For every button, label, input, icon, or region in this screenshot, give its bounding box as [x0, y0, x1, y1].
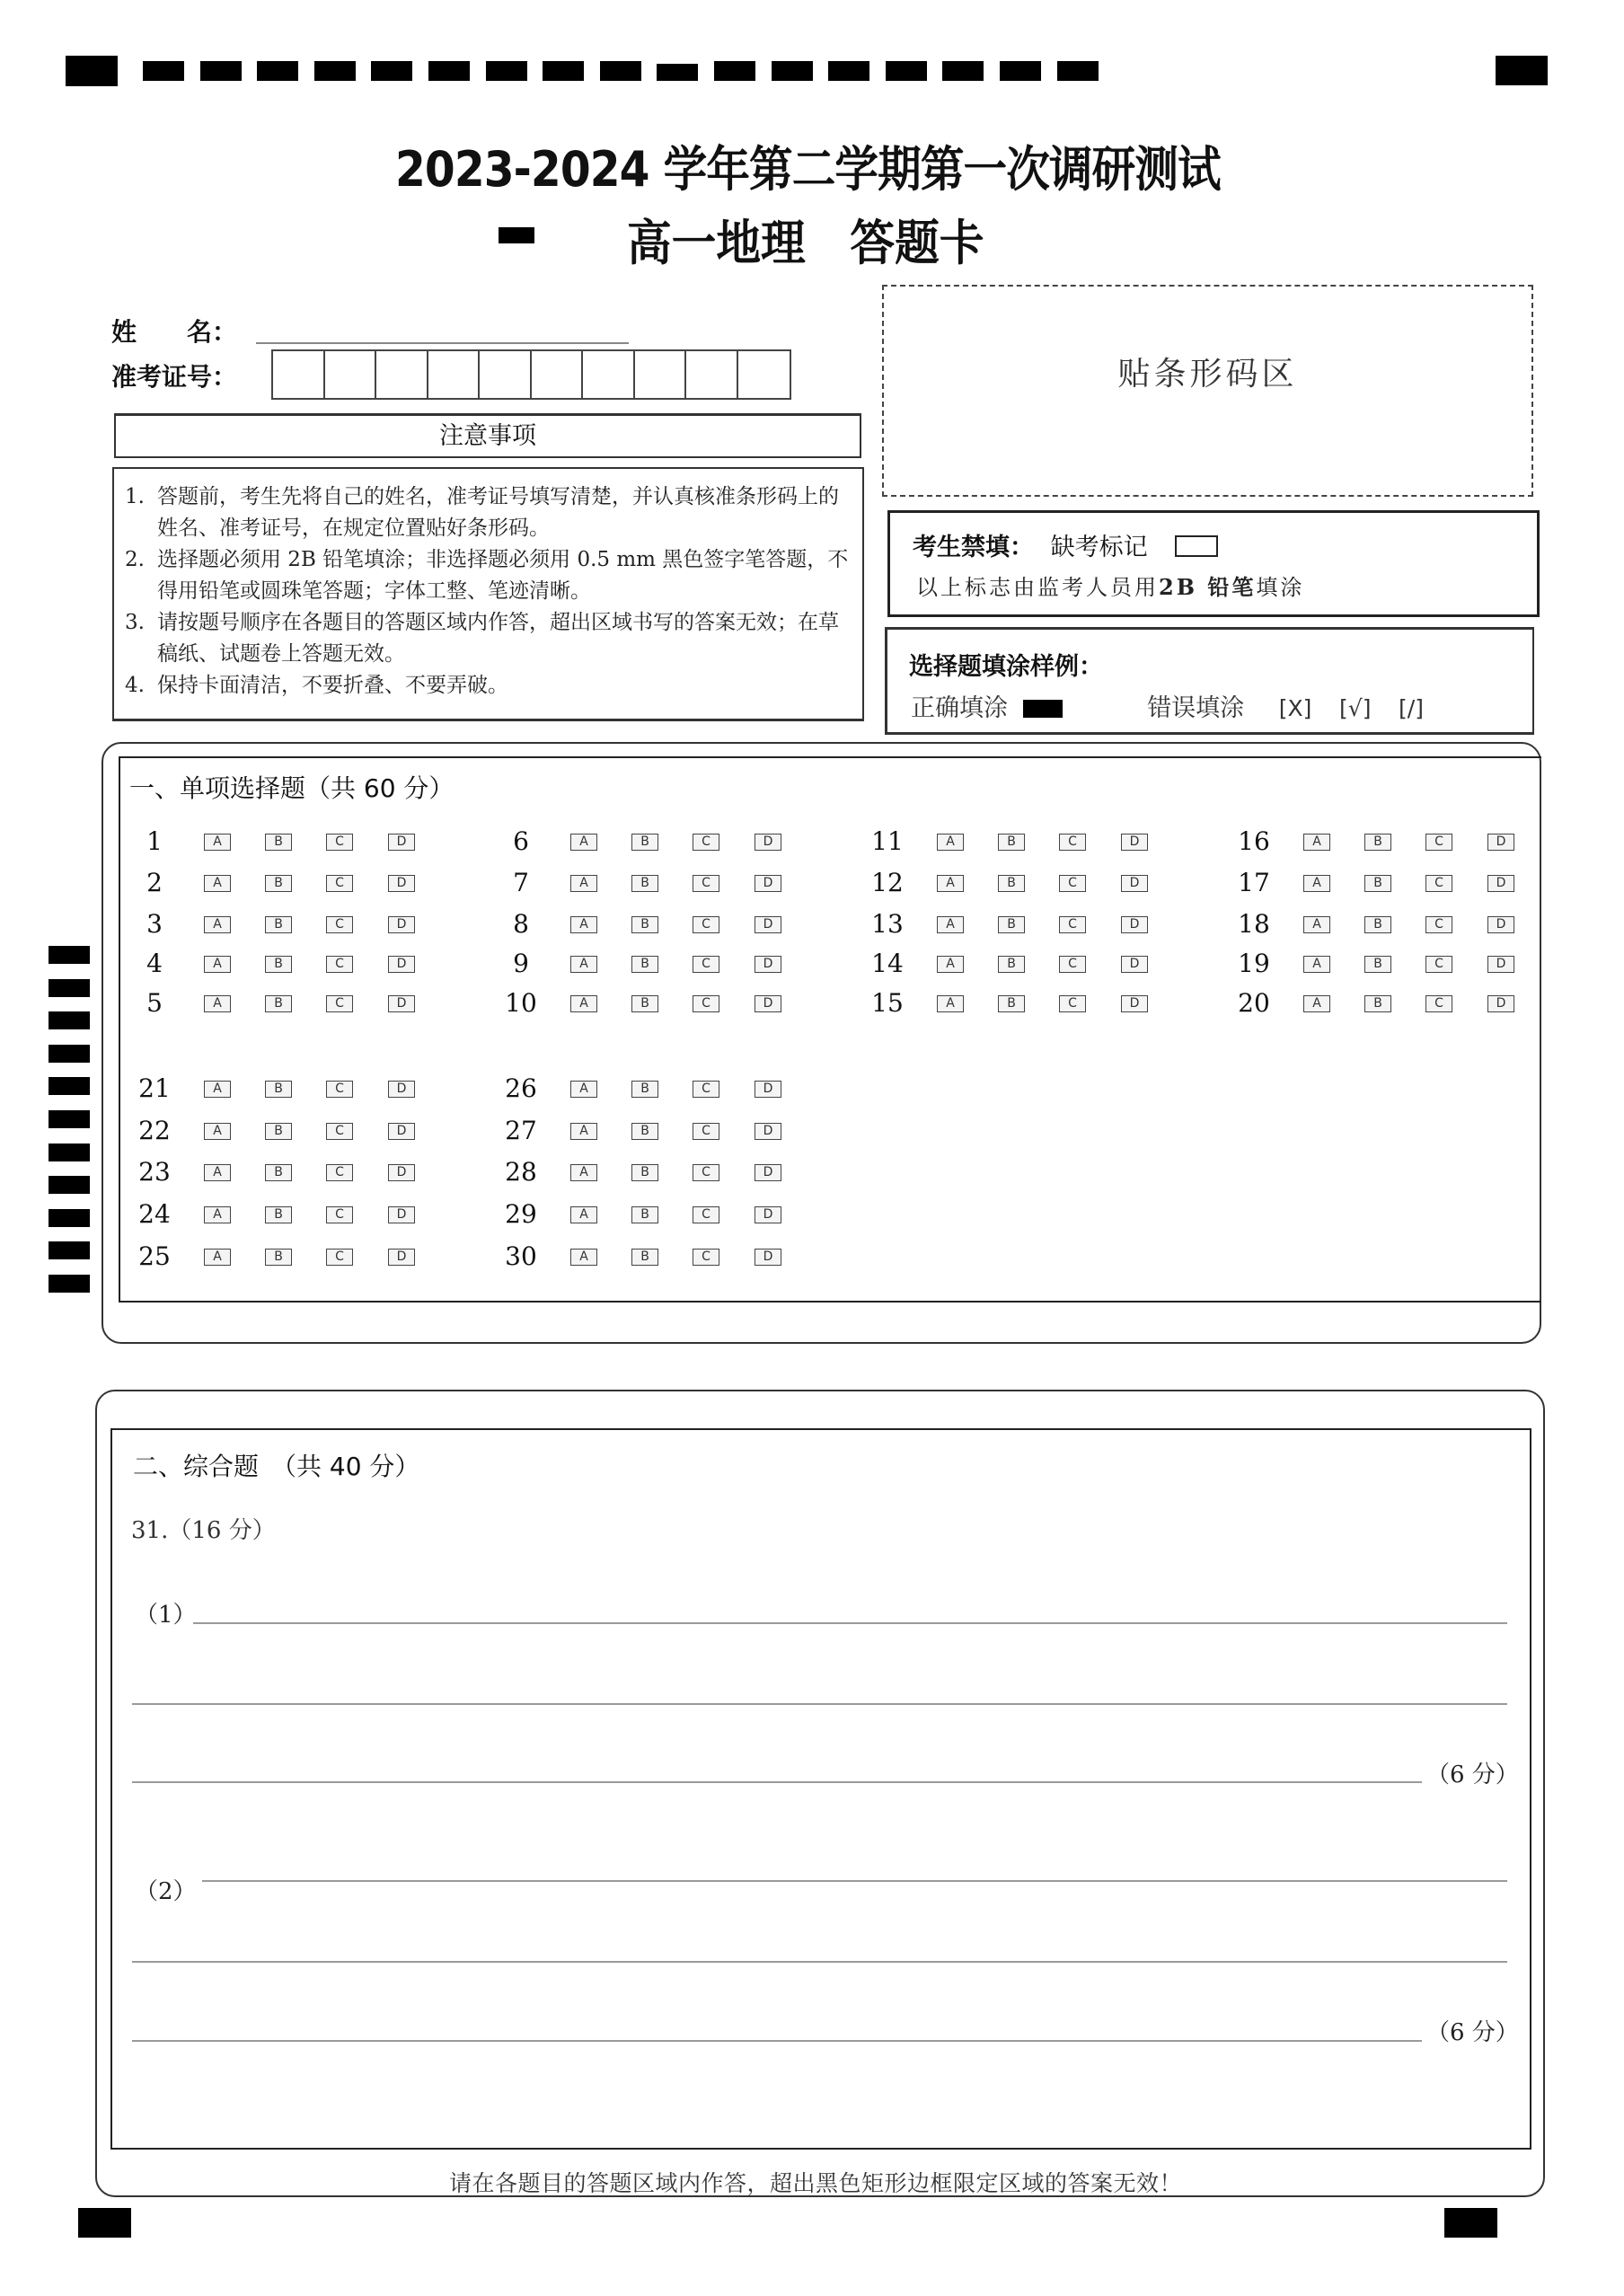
exam-id-digit-box[interactable]: [583, 351, 635, 398]
wrong-mark-check: [√]: [1339, 695, 1372, 721]
option-bubble-d[interactable]: D: [755, 995, 781, 1012]
option-bubble-c[interactable]: C: [326, 1249, 353, 1266]
option-bubble-a[interactable]: A: [1303, 956, 1330, 973]
question-number: 8: [513, 909, 529, 939]
option-bubble-d[interactable]: D: [1121, 834, 1148, 851]
option-bubble-a[interactable]: A: [570, 1123, 597, 1140]
wrong-mark-slash: [/]: [1399, 695, 1424, 721]
barcode-label: 贴条形码区: [1117, 356, 1298, 393]
option-bubble-c[interactable]: C: [693, 1081, 719, 1098]
option-bubble-b[interactable]: B: [631, 1249, 658, 1266]
part1-label: （1）: [135, 1602, 197, 1629]
notice-item-number: 2.: [125, 548, 145, 571]
question-number: 10: [505, 988, 537, 1018]
option-bubble-a[interactable]: A: [570, 1081, 597, 1098]
option-bubble-c[interactable]: C: [1059, 875, 1086, 892]
option-bubble-d[interactable]: D: [1487, 875, 1514, 892]
option-bubble-b[interactable]: B: [265, 956, 292, 973]
question-number: 27: [505, 1116, 537, 1145]
part1-points: （6 分）: [1426, 1762, 1519, 1788]
option-bubble-c[interactable]: C: [326, 875, 353, 892]
question-number: 9: [513, 949, 529, 978]
registration-mark-bottom-left: [78, 2208, 131, 2238]
option-bubble-b[interactable]: B: [1364, 875, 1391, 892]
exam-id-digit-box[interactable]: [532, 351, 584, 398]
option-bubble-d[interactable]: D: [755, 956, 781, 973]
timing-mark: [49, 1176, 90, 1194]
option-bubble-c[interactable]: C: [326, 1164, 353, 1181]
option-bubble-a[interactable]: A: [570, 1249, 597, 1266]
proctor-note: [916, 570, 1304, 601]
notice-item-text: 请按题号顺序在各题目的答题区域内作答，超出区域书写的答案无效；在草稿纸、试题卷上答题无效。: [157, 611, 839, 666]
option-bubble-c[interactable]: C: [1059, 916, 1086, 933]
option-bubble-b[interactable]: B: [265, 995, 292, 1012]
option-bubble-d[interactable]: D: [1121, 956, 1148, 973]
option-bubble-a[interactable]: A: [204, 1123, 231, 1140]
option-bubble-a[interactable]: A: [937, 875, 964, 892]
exam-id-field[interactable]: [271, 349, 791, 400]
option-bubble-c[interactable]: C: [326, 956, 353, 973]
answer-line[interactable]: [132, 1961, 1507, 1963]
option-bubble-d[interactable]: D: [388, 1123, 415, 1140]
option-bubble-d[interactable]: D: [1121, 916, 1148, 933]
answer-line[interactable]: [132, 2040, 1422, 2042]
question-31-label: 31.（16 分）: [131, 1517, 276, 1544]
option-bubble-c[interactable]: C: [1425, 956, 1452, 973]
notice-item-number: 4.: [125, 674, 145, 697]
timing-mark: [371, 61, 412, 81]
option-bubble-a[interactable]: A: [204, 834, 231, 851]
notice-heading: 注意事项: [114, 413, 861, 458]
absent-checkbox[interactable]: [1175, 535, 1218, 557]
option-bubble-d[interactable]: D: [388, 916, 415, 933]
option-bubble-a[interactable]: A: [570, 956, 597, 973]
question-number: 4: [146, 949, 163, 978]
question-number: 11: [871, 826, 904, 856]
option-bubble-a[interactable]: A: [1303, 875, 1330, 892]
option-bubble-b[interactable]: B: [265, 916, 292, 933]
option-bubble-a[interactable]: A: [570, 1206, 597, 1223]
option-bubble-b[interactable]: B: [631, 1081, 658, 1098]
option-bubble-d[interactable]: D: [1121, 875, 1148, 892]
timing-mark: [49, 1011, 90, 1029]
question-number: 26: [505, 1073, 537, 1103]
option-bubble-d[interactable]: D: [755, 1206, 781, 1223]
question-number: 18: [1238, 909, 1270, 939]
option-bubble-a[interactable]: A: [204, 1249, 231, 1266]
answer-line[interactable]: [193, 1622, 1507, 1624]
notice-item-text: 答题前，考生先将自己的姓名，准考证号填写清楚，并认真核准条形码上的姓名、准考证号，在规定位置贴好条形码。: [157, 485, 839, 540]
question-number: 21: [138, 1073, 171, 1103]
timing-mark: [543, 61, 584, 81]
question-number: 24: [138, 1199, 171, 1229]
question-number: 14: [871, 949, 904, 978]
registration-mark-top-right: [1496, 56, 1548, 85]
registration-mark-top-left: [66, 56, 118, 86]
exam-id-digit-box[interactable]: [738, 351, 790, 398]
timing-mark: [49, 1110, 90, 1128]
option-bubble-a[interactable]: A: [570, 875, 597, 892]
option-bubble-b[interactable]: B: [631, 916, 658, 933]
timing-mark: [257, 61, 298, 81]
absent-label: 缺考标记: [1050, 534, 1148, 561]
notice-item: [125, 670, 853, 702]
option-bubble-c[interactable]: C: [693, 1206, 719, 1223]
section2-title: 二、综合题 （共 40 分）: [133, 1452, 420, 1481]
option-bubble-c[interactable]: C: [693, 1123, 719, 1140]
timing-mark: [49, 1077, 90, 1095]
question-number: 20: [1238, 988, 1270, 1018]
option-bubble-c[interactable]: C: [693, 956, 719, 973]
notice-item: [125, 607, 853, 670]
option-bubble-b[interactable]: B: [1364, 995, 1391, 1012]
option-bubble-d[interactable]: D: [388, 1206, 415, 1223]
question-number: 2: [146, 868, 163, 897]
question-number: 30: [505, 1241, 537, 1271]
fill-sample-row: [911, 688, 1424, 723]
proctor-note-bold: 2B 铅笔: [1159, 574, 1257, 600]
timing-mark: [486, 61, 527, 81]
option-bubble-b[interactable]: B: [631, 1206, 658, 1223]
option-bubble-b[interactable]: B: [265, 1081, 292, 1098]
timing-mark: [942, 61, 984, 81]
option-bubble-d[interactable]: D: [755, 875, 781, 892]
question-number: 6: [513, 826, 529, 856]
option-bubble-d[interactable]: D: [388, 875, 415, 892]
notice-item: [125, 481, 853, 544]
exam-id-digit-box[interactable]: [635, 351, 687, 398]
timing-mark: [49, 979, 90, 997]
option-bubble-c[interactable]: C: [1059, 956, 1086, 973]
footer-note: 请在各题目的答题区域内作答，超出黑色矩形边框限定区域的答案无效！: [449, 2170, 1183, 2196]
question-number: 16: [1238, 826, 1270, 856]
timing-mark: [49, 1209, 90, 1227]
exam-id-digit-box[interactable]: [376, 351, 428, 398]
option-bubble-a[interactable]: A: [204, 956, 231, 973]
option-bubble-d[interactable]: D: [388, 834, 415, 851]
exam-id-digit-box[interactable]: [325, 351, 377, 398]
option-bubble-a[interactable]: A: [204, 875, 231, 892]
option-bubble-b[interactable]: B: [631, 956, 658, 973]
option-bubble-c[interactable]: C: [1059, 995, 1086, 1012]
notice-item-number: 3.: [125, 611, 145, 634]
timing-mark: [49, 1144, 90, 1161]
part2-points: （6 分）: [1426, 2019, 1519, 2046]
proctor-label: 考生禁填：: [913, 534, 1034, 561]
notice-item-number: 1.: [125, 485, 145, 508]
option-bubble-a[interactable]: A: [204, 995, 231, 1012]
option-bubble-d[interactable]: D: [388, 956, 415, 973]
exam-id-label: 准考证号：: [111, 362, 238, 392]
question-number: 22: [138, 1116, 171, 1145]
option-bubble-c[interactable]: C: [1425, 995, 1452, 1012]
section1-title: 一、单项选择题（共 60 分）: [129, 773, 455, 803]
question-number: 29: [505, 1199, 537, 1229]
question-number: 12: [871, 868, 904, 897]
option-bubble-b[interactable]: B: [998, 995, 1025, 1012]
timing-mark: [886, 61, 927, 81]
option-bubble-d[interactable]: D: [1487, 916, 1514, 933]
question-number: 15: [871, 988, 904, 1018]
option-bubble-b[interactable]: B: [631, 1164, 658, 1181]
option-bubble-d[interactable]: D: [755, 1249, 781, 1266]
proctor-box: [887, 510, 1540, 617]
part2-label: （2）: [135, 1878, 197, 1905]
correct-fill-label: 正确填涂: [911, 694, 1008, 722]
option-bubble-b[interactable]: B: [631, 875, 658, 892]
option-bubble-d[interactable]: D: [1487, 834, 1514, 851]
fill-sample-heading: 选择题填涂样例：: [909, 653, 1103, 681]
timing-mark: [49, 1045, 90, 1063]
option-bubble-c[interactable]: C: [693, 875, 719, 892]
option-bubble-c[interactable]: C: [693, 916, 719, 933]
option-bubble-b[interactable]: B: [265, 1164, 292, 1181]
proctor-note-suffix: 填涂: [1256, 575, 1305, 600]
exam-id-digit-box[interactable]: [686, 351, 738, 398]
registration-mark-bottom-right: [1444, 2208, 1497, 2238]
option-bubble-c[interactable]: C: [1425, 916, 1452, 933]
timing-mark: [1000, 61, 1041, 81]
exam-id-digit-box[interactable]: [480, 351, 532, 398]
option-bubble-c[interactable]: C: [693, 1164, 719, 1181]
question-number: 3: [146, 909, 163, 939]
option-bubble-c[interactable]: C: [326, 995, 353, 1012]
timing-mark: [49, 1241, 90, 1259]
option-bubble-d[interactable]: D: [388, 1249, 415, 1266]
option-bubble-d[interactable]: D: [388, 995, 415, 1012]
name-field[interactable]: [256, 342, 629, 344]
wrong-fill-label: 错误填涂: [1147, 694, 1245, 722]
timing-mark: [49, 1275, 90, 1293]
option-bubble-d[interactable]: D: [755, 916, 781, 933]
option-bubble-c[interactable]: C: [1425, 834, 1452, 851]
option-bubble-a[interactable]: A: [570, 834, 597, 851]
question-number: 19: [1238, 949, 1270, 978]
option-bubble-c[interactable]: C: [1059, 834, 1086, 851]
question-number: 28: [505, 1157, 537, 1187]
option-bubble-c[interactable]: C: [326, 1206, 353, 1223]
option-bubble-d[interactable]: D: [755, 834, 781, 851]
notice-item-text: 保持卡面清洁，不要折叠、不要弄破。: [157, 674, 508, 697]
option-bubble-c[interactable]: C: [326, 916, 353, 933]
option-bubble-a[interactable]: A: [1303, 834, 1330, 851]
timing-mark: [428, 61, 470, 81]
option-bubble-d[interactable]: D: [388, 1081, 415, 1098]
timing-mark: [49, 946, 90, 964]
option-bubble-a[interactable]: A: [1303, 916, 1330, 933]
option-bubble-c[interactable]: C: [693, 995, 719, 1012]
page-subtitle: 高一地理 答题卡: [627, 215, 984, 271]
option-bubble-c[interactable]: C: [693, 1249, 719, 1266]
question-number: 25: [138, 1241, 171, 1271]
exam-id-digit-box[interactable]: [273, 351, 325, 398]
correct-fill-mark: [1023, 700, 1063, 718]
option-bubble-d[interactable]: D: [755, 1123, 781, 1140]
option-bubble-b[interactable]: B: [631, 995, 658, 1012]
option-bubble-a[interactable]: A: [570, 995, 597, 1012]
option-bubble-b[interactable]: B: [998, 834, 1025, 851]
option-bubble-b[interactable]: B: [1364, 956, 1391, 973]
timing-mark: [657, 64, 698, 81]
option-bubble-d[interactable]: D: [755, 1081, 781, 1098]
question-number: 7: [513, 868, 529, 897]
question-number: 13: [871, 909, 904, 939]
timing-mark: [314, 61, 356, 81]
option-bubble-b[interactable]: B: [998, 916, 1025, 933]
option-bubble-d[interactable]: D: [1487, 995, 1514, 1012]
option-bubble-a[interactable]: A: [204, 1081, 231, 1098]
notice-box: [112, 467, 864, 721]
option-bubble-a[interactable]: A: [937, 995, 964, 1012]
option-bubble-b[interactable]: B: [631, 1123, 658, 1140]
option-bubble-b[interactable]: B: [265, 1206, 292, 1223]
timing-mark: [143, 61, 184, 81]
proctor-note-text: 以上标志由监考人员用: [916, 575, 1159, 600]
option-bubble-d[interactable]: D: [388, 1164, 415, 1181]
question-number: 17: [1238, 868, 1270, 897]
option-bubble-b[interactable]: B: [265, 1123, 292, 1140]
wrong-mark-x: [X]: [1278, 695, 1312, 721]
timing-mark: [600, 61, 641, 81]
exam-id-digit-box[interactable]: [428, 351, 481, 398]
option-bubble-a[interactable]: A: [937, 834, 964, 851]
question-number: 23: [138, 1157, 171, 1187]
timing-mark: [714, 61, 755, 81]
option-bubble-a[interactable]: A: [937, 916, 964, 933]
option-bubble-d[interactable]: D: [755, 1164, 781, 1181]
answer-line[interactable]: [132, 1781, 1422, 1783]
option-bubble-a[interactable]: A: [937, 956, 964, 973]
timing-mark: [772, 61, 813, 81]
answer-line[interactable]: [132, 1703, 1507, 1705]
option-bubble-d[interactable]: D: [1487, 956, 1514, 973]
proctor-row: [913, 527, 1218, 562]
notice-item-text: 选择题必须用 2B 铅笔填涂；非选择题必须用 0.5 mm 黑色签字笔答题，不得用铅笔或圆珠笔答题；字体工整、笔迹清晰。: [157, 548, 849, 603]
subtitle-marker: [499, 227, 534, 243]
option-bubble-c[interactable]: C: [693, 834, 719, 851]
option-bubble-a[interactable]: A: [204, 1164, 231, 1181]
option-bubble-b[interactable]: B: [265, 875, 292, 892]
option-bubble-d[interactable]: D: [1121, 995, 1148, 1012]
option-bubble-a[interactable]: A: [570, 1164, 597, 1181]
option-bubble-a[interactable]: A: [204, 1206, 231, 1223]
timing-mark: [828, 61, 869, 81]
option-bubble-c[interactable]: C: [326, 1081, 353, 1098]
option-bubble-b[interactable]: B: [998, 956, 1025, 973]
option-bubble-c[interactable]: C: [1425, 875, 1452, 892]
page-title: 2023-2024 学年第二学期第一次调研测试: [395, 141, 1221, 198]
option-bubble-a[interactable]: A: [570, 916, 597, 933]
answer-line[interactable]: [202, 1880, 1507, 1882]
option-bubble-c[interactable]: C: [326, 1123, 353, 1140]
option-bubble-a[interactable]: A: [204, 916, 231, 933]
notice-item: [125, 544, 853, 607]
option-bubble-b[interactable]: B: [265, 1249, 292, 1266]
option-bubble-c[interactable]: C: [326, 834, 353, 851]
name-label: 姓 名：: [111, 317, 238, 347]
question-number: 1: [146, 826, 163, 856]
option-bubble-a[interactable]: A: [1303, 995, 1330, 1012]
option-bubble-b[interactable]: B: [1364, 834, 1391, 851]
question-number: 5: [146, 988, 163, 1018]
timing-mark: [1057, 61, 1099, 81]
option-bubble-b[interactable]: B: [998, 875, 1025, 892]
option-bubble-b[interactable]: B: [1364, 916, 1391, 933]
option-bubble-b[interactable]: B: [631, 834, 658, 851]
option-bubble-b[interactable]: B: [265, 834, 292, 851]
timing-mark: [200, 61, 242, 81]
